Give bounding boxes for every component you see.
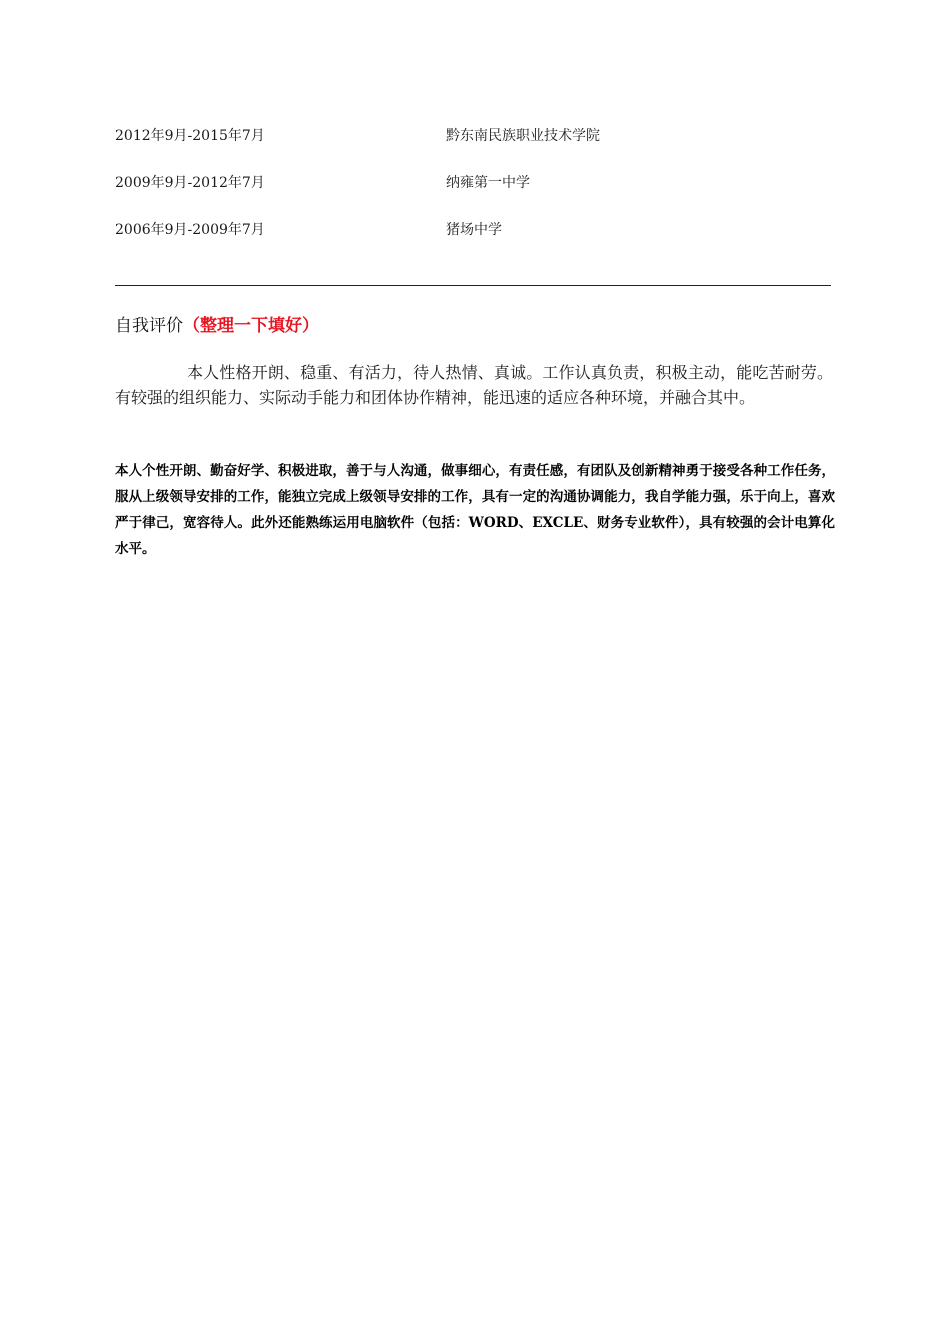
self-evaluation-paragraph: 本人性格开朗、稳重、有活力，待人热情、真诚。工作认真负责，积极主动，能吃苦耐劳。有较强的组织能力、实际动手能力和团体协作精神，能迅速的适应各种环境，并融合其中。 — [115, 363, 833, 407]
section-note: （整理一下填好） — [183, 316, 319, 336]
education-school: 猪场中学 — [446, 222, 502, 238]
education-period: 2009年9月-2012年7月 — [115, 175, 265, 191]
education-row — [115, 126, 831, 146]
self-evaluation-paragraph-bold: 本人个性开朗、勤奋好学、积极进取，善于与人沟通，做事细心，有责任感，有团队及创新精神勇于接受各种工作任务，服从上级领导安排的工作，能独立完成上级领导安排的工作，具有一定的沟通协调能力，我自学能力强，乐于向上，喜欢严于律己，宽容待人。此外还能熟练运用电脑软件（包括：WORD、EXCLE、财务专业软件），具有较强的会计电算化水平。 — [115, 463, 835, 557]
education-school: 纳雍第一中学 — [446, 175, 530, 191]
section-heading — [115, 313, 319, 339]
education-period: 2006年9月-2009年7月 — [115, 222, 265, 238]
education-row — [115, 220, 831, 240]
education-school: 黔东南民族职业技术学院 — [446, 128, 600, 144]
education-period: 2012年9月-2015年7月 — [115, 128, 265, 144]
education-row — [115, 173, 831, 193]
section-title: 自我评价 — [115, 316, 183, 336]
section-divider — [115, 285, 831, 286]
